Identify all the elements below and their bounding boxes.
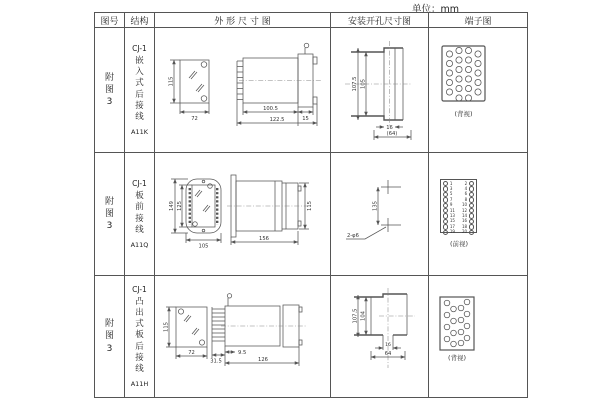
dim-label: 16 (385, 343, 391, 348)
terminal-row: 13 14 (443, 213, 474, 218)
dim-label: 115 (163, 322, 170, 332)
dim-label: 64 (384, 351, 392, 357)
dim-label: 16 (386, 125, 393, 131)
terminal-cell-a11k (429, 28, 528, 153)
dim-label: 107.5 (352, 76, 358, 92)
dim-label: 107.5 (352, 308, 359, 324)
header-mounting: 安装开孔尺寸图 (331, 13, 429, 28)
terminal-row: 3 4 (443, 186, 474, 191)
fig-no-label: 附图3 (104, 319, 114, 354)
fig-no-cell-a11h (95, 276, 125, 398)
model-label: CJ-1 (132, 179, 147, 189)
fig-no-label: 附图3 (104, 196, 114, 232)
dim-label: 15 (302, 116, 309, 122)
mounting-cell-a11q (331, 153, 429, 276)
mounting-cell-a11k (331, 28, 429, 153)
structure-cell-a11h (125, 276, 155, 398)
mounting-cell-a11h (331, 276, 429, 398)
code-label: A11K (131, 127, 148, 136)
fig-no-label: 附图3 (104, 72, 114, 108)
terminal-row: 19 20 (443, 230, 474, 235)
dim-label: 105 (360, 79, 367, 89)
dim-label: 125 (177, 201, 183, 211)
header-outline: 外 形 尺 寸 图 (155, 13, 331, 28)
spec-table (94, 12, 528, 398)
code-label: A11Q (130, 240, 149, 249)
header-fig-no: 图号 (95, 13, 125, 28)
mounting-drawing-a11q (331, 153, 427, 275)
dim-label: 115 (307, 201, 313, 211)
outline-drawing-a11q (155, 153, 330, 275)
dim-label: 72 (191, 116, 198, 122)
terminal-row: 9 10 (443, 203, 474, 208)
dim-label: 149 (169, 201, 175, 211)
outline-cell-a11q (155, 153, 331, 276)
terminal-view-label: (背视) (454, 110, 473, 118)
terminal-view-label: (前视) (449, 240, 469, 248)
dim-label: 122.5 (269, 117, 285, 123)
dim-label: 115 (168, 76, 175, 87)
outline-drawing-a11h (155, 276, 330, 397)
mount-type-label: 嵌入式后接线 (135, 56, 144, 122)
terminal-row: 5 6 (443, 192, 474, 197)
model-label: CJ-1 (132, 285, 147, 295)
terminal-cell-a11h (429, 276, 528, 398)
fig-no-cell-a11q (95, 153, 125, 276)
header-structure: 结构 (125, 13, 155, 28)
terminal-view-label: (背视) (447, 354, 467, 362)
dim-label: 156 (259, 236, 269, 242)
header-row (95, 13, 528, 28)
terminal-row: 7 8 (443, 197, 474, 202)
model-label: CJ-1 (132, 44, 147, 54)
dim-label: 135 (372, 201, 379, 211)
terminal-row: 15 16 (443, 219, 474, 224)
dim-label: 105 (198, 243, 209, 250)
terminal-drawing-a11h (429, 276, 526, 397)
dim-label: 72 (188, 350, 195, 356)
mounting-drawing-a11k (331, 28, 427, 152)
structure-cell-a11q (125, 153, 155, 276)
code-label: A11H (130, 379, 149, 388)
dim-label: 126 (258, 357, 268, 363)
dim-label: 31.5 (210, 358, 222, 365)
row-a11q (95, 153, 528, 276)
row-a11k (95, 28, 528, 153)
terminal-cell-a11q (429, 153, 528, 276)
structure-cell-a11k (125, 28, 155, 153)
header-terminal: 端子图 (429, 13, 528, 28)
dim-label: 100.5 (263, 106, 278, 112)
mounting-drawing-a11h (331, 276, 427, 397)
unit-note: 单位：mm (412, 4, 460, 15)
fig-no-cell-a11k (95, 28, 125, 153)
terminal-row: 11 12 (443, 208, 474, 213)
dim-label: (64) (386, 131, 398, 137)
mount-type-label: 板前接线 (135, 191, 144, 235)
dim-label: 9.5 (238, 350, 247, 356)
terminal-grid (440, 179, 477, 233)
dim-label: 104 (360, 311, 367, 321)
terminal-row: 17 18 (443, 224, 474, 229)
mount-type-label: 凸出式板后接线 (135, 297, 144, 374)
outline-cell-a11h (155, 276, 331, 398)
terminal-row: 1 2 (443, 181, 474, 186)
row-a11h (95, 276, 528, 398)
terminal-drawing-a11k (429, 28, 526, 152)
outline-drawing-a11k (155, 28, 330, 152)
outline-cell-a11k (155, 28, 331, 153)
hole-note-label: 2-φ6 (347, 233, 359, 239)
